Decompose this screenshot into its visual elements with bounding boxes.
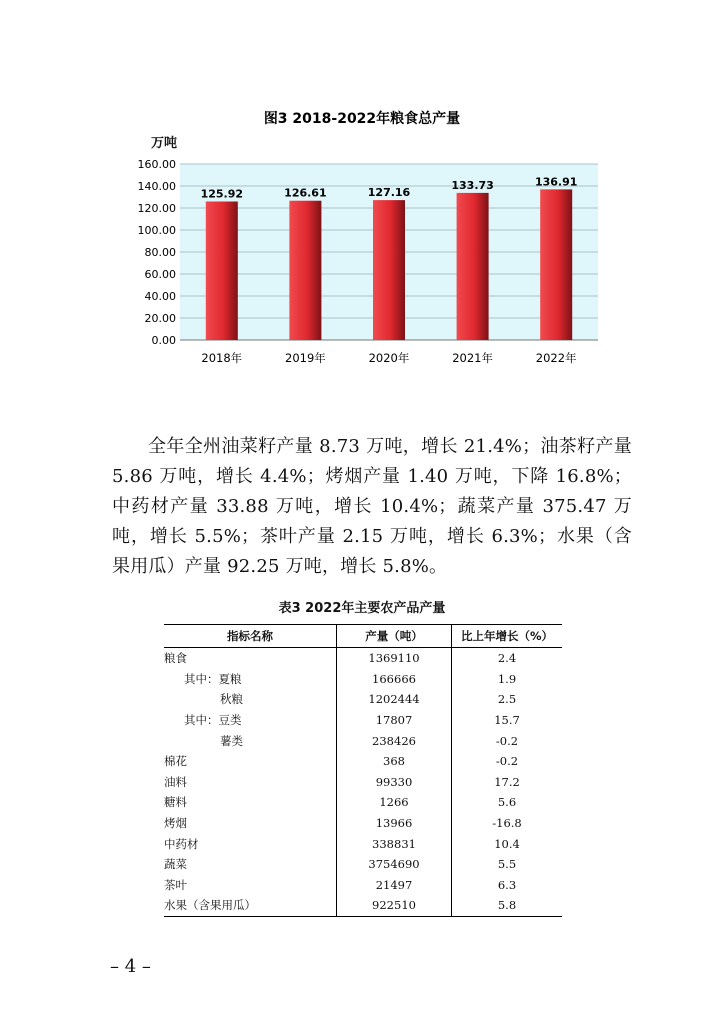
row-name: 棉花 [164, 754, 187, 769]
row-name: 中药材 [164, 836, 199, 851]
bar [206, 201, 238, 340]
table-row [164, 710, 562, 731]
table-row [164, 895, 562, 916]
y-tick-label: 120.00 [137, 202, 176, 215]
row-output: 99330 [337, 772, 452, 793]
row-growth: 5.8 [452, 895, 563, 916]
row-name: 油料 [164, 774, 187, 789]
table-row [164, 689, 562, 710]
row-growth: -0.2 [452, 730, 563, 751]
y-tick-label: 100.00 [137, 224, 176, 237]
table-row [164, 751, 562, 772]
header-growth: 比上年增长（%） [452, 625, 563, 648]
row-output: 1202444 [337, 689, 452, 710]
row-output: 368 [337, 751, 452, 772]
row-growth: 10.4 [452, 833, 563, 854]
row-name: 粮食 [164, 651, 187, 666]
chart-y-unit: 万吨 [151, 136, 178, 151]
row-name: 秋粮 [220, 692, 243, 707]
table-row [164, 875, 562, 896]
row-name: 烤烟 [164, 816, 187, 831]
row-name: 其中：夏粮 [184, 671, 242, 686]
row-growth: 2.5 [452, 689, 563, 710]
row-name: 茶叶 [164, 877, 187, 892]
body-paragraph: 全年全州油菜籽产量 8.73 万吨，增长 21.4%；油茶籽产量 5.86 万吨，增长 4.4%；烤烟产量 1.40 万吨，下降 16.8%；中药材产量 33.88 万吨，增长 10.4%；蔬菜产量 375.47 万吨，增长 5.5%；茶叶产量 2.15 万吨，增长 6.3%；水果（含果用瓜）产量 92.25 万吨，增长 5.8%。 [112, 436, 632, 577]
row-growth: 1.9 [452, 669, 563, 690]
x-tick-label: 2021年 [452, 351, 493, 365]
bar-value-label: 126.61 [284, 186, 327, 200]
row-output: 1369110 [337, 648, 452, 669]
row-growth: 15.7 [452, 710, 563, 731]
row-output: 3754690 [337, 854, 452, 875]
table-row [164, 772, 562, 793]
agri-products-table [164, 624, 562, 917]
x-tick-label: 2020年 [368, 351, 410, 365]
table-title: 表3 2022年主要农产品产量 [278, 601, 446, 616]
row-growth: 17.2 [452, 772, 563, 793]
row-growth: 5.6 [452, 792, 563, 813]
row-growth: -0.2 [452, 751, 563, 772]
bar [289, 201, 321, 340]
x-tick-label: 2022年 [535, 351, 577, 365]
row-output: 166666 [337, 669, 452, 690]
bar [373, 200, 405, 340]
bar-value-label: 125.92 [200, 187, 244, 201]
page-number: – 4 – [110, 956, 151, 977]
table-row [164, 730, 562, 751]
row-name: 薯类 [220, 733, 243, 748]
row-output: 21497 [337, 875, 452, 896]
chart-title: 图3 2018-2022年粮食总产量 [263, 111, 461, 127]
x-tick-label: 2018年 [201, 351, 243, 365]
bar-value-label: 136.91 [534, 175, 578, 189]
row-growth: -16.8 [452, 813, 563, 834]
y-tick-label: 140.00 [137, 180, 176, 193]
table-row [164, 854, 562, 875]
row-name: 其中：豆类 [184, 713, 242, 728]
row-growth: 6.3 [452, 875, 563, 896]
x-tick-label: 2019年 [285, 351, 326, 365]
bar [457, 193, 489, 340]
header-indicator: 指标名称 [164, 625, 337, 648]
row-output: 1266 [337, 792, 452, 813]
table-row [164, 813, 562, 834]
row-output: 922510 [337, 895, 452, 916]
y-tick-label: 160.00 [137, 158, 176, 171]
header-output: 产量（吨） [337, 625, 452, 648]
row-name: 水果（含果用瓜） [164, 895, 337, 916]
row-growth: 2.4 [452, 648, 563, 669]
table-row [164, 669, 562, 690]
row-output: 13966 [337, 813, 452, 834]
y-tick-label: 20.00 [144, 312, 176, 325]
row-output: 17807 [337, 710, 452, 731]
bar-value-label: 133.73 [451, 178, 494, 192]
row-output: 238426 [337, 730, 452, 751]
y-tick-label: 60.00 [144, 268, 176, 281]
table-header-row [164, 625, 562, 648]
y-tick-label: 40.00 [144, 290, 176, 303]
y-tick-label: 80.00 [144, 246, 176, 259]
y-tick-label: 0.00 [151, 334, 176, 347]
table-row [164, 792, 562, 813]
row-name: 蔬菜 [164, 857, 187, 872]
bar-value-label: 127.16 [367, 186, 411, 200]
table-row [164, 648, 562, 669]
row-output: 338831 [337, 833, 452, 854]
table-row [164, 833, 562, 854]
grain-output-bar-chart [130, 150, 610, 380]
bar [540, 189, 572, 340]
row-name: 糖料 [164, 795, 187, 810]
row-growth: 5.5 [452, 854, 563, 875]
